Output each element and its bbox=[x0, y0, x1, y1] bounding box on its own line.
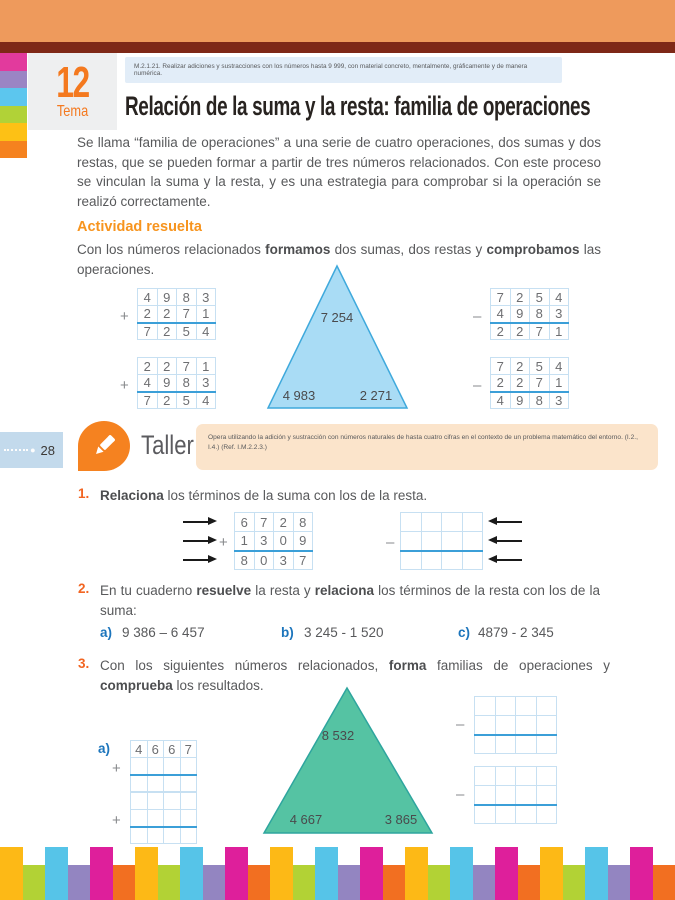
plus-sign: + bbox=[112, 760, 121, 777]
strip-bar bbox=[293, 865, 316, 900]
fact-family-triangle-green bbox=[262, 686, 434, 835]
text-segment: dos sumas, dos restas y bbox=[330, 242, 487, 257]
grid-cell bbox=[180, 810, 197, 827]
grid-cell bbox=[495, 735, 516, 754]
arrow-left-icon bbox=[496, 540, 522, 542]
tema-badge bbox=[28, 53, 117, 130]
grid-cell bbox=[475, 786, 496, 805]
grid-cell: 3 bbox=[196, 375, 216, 392]
maroon-divider bbox=[0, 42, 675, 53]
grid-cell: 8 bbox=[530, 306, 550, 323]
grid-cell: 7 bbox=[138, 392, 158, 409]
grid-cell: 1 bbox=[196, 358, 216, 375]
triangle-addend-right: 2 271 bbox=[359, 388, 393, 403]
page-number-tab bbox=[0, 432, 63, 468]
grid-cell: 9 bbox=[157, 375, 177, 392]
grid-cell bbox=[462, 551, 483, 570]
minus-sign: – bbox=[456, 786, 465, 803]
tema-number: 12 bbox=[56, 57, 89, 107]
strip-bar bbox=[585, 847, 608, 900]
grid-cell bbox=[495, 786, 516, 805]
grid-cell bbox=[421, 513, 442, 532]
strip-bar bbox=[338, 865, 361, 900]
grid-cell: 4 bbox=[131, 741, 148, 758]
grid-cell bbox=[147, 810, 164, 827]
strip-bar bbox=[158, 865, 181, 900]
grid-cell: 1 bbox=[549, 323, 569, 340]
grid-cell: 5 bbox=[530, 358, 550, 375]
grid-cell bbox=[180, 775, 197, 792]
grid-cell bbox=[131, 827, 148, 844]
exercise-number: 2. bbox=[78, 581, 90, 596]
grid-cell bbox=[401, 532, 422, 551]
grid-cell bbox=[516, 716, 537, 735]
exercise3-sub-grid-1 bbox=[474, 696, 557, 754]
grid-cell bbox=[516, 697, 537, 716]
grid-cell bbox=[536, 786, 557, 805]
grid-cell: 2 bbox=[510, 323, 530, 340]
grid-cell: 4 bbox=[196, 323, 216, 340]
activity-heading: Actividad resuelta bbox=[77, 219, 202, 235]
item-letter: a) bbox=[100, 625, 113, 640]
strip-bar bbox=[135, 847, 158, 900]
grid-cell bbox=[442, 532, 463, 551]
text-segment: familias de operaciones y bbox=[426, 658, 610, 673]
text-segment: los resultados. bbox=[172, 677, 264, 693]
item-letter: c) bbox=[458, 625, 471, 640]
plus-sign: + bbox=[120, 308, 129, 325]
triangle-addend-left: 4 667 bbox=[289, 812, 323, 827]
arrow-left-icon bbox=[496, 521, 522, 523]
grid-cell: 7 bbox=[254, 513, 274, 532]
corner-square bbox=[0, 106, 27, 124]
grid-cell: 7 bbox=[177, 306, 197, 323]
grid-cell: 2 bbox=[491, 323, 511, 340]
grid-cell: 2 bbox=[157, 392, 177, 409]
grid-cell bbox=[131, 758, 148, 775]
grid-cell: 7 bbox=[180, 741, 197, 758]
grid-cell: 1 bbox=[235, 532, 255, 551]
item-expression: 4879 - 2 345 bbox=[478, 625, 554, 640]
strip-bar bbox=[203, 865, 226, 900]
text-segment-bold: Relaciona bbox=[100, 488, 164, 503]
strip-bar bbox=[113, 865, 136, 900]
strip-bar bbox=[180, 847, 203, 900]
text-segment: En tu cuaderno bbox=[100, 583, 197, 598]
grid-cell bbox=[421, 532, 442, 551]
grid-cell bbox=[516, 786, 537, 805]
item-expression: 9 386 – 6 457 bbox=[122, 625, 205, 640]
grid-cell: 6 bbox=[235, 513, 255, 532]
grid-cell: 7 bbox=[177, 358, 197, 375]
corner-square bbox=[0, 123, 27, 141]
grid-cell: 4 bbox=[196, 392, 216, 409]
arrow-right-icon bbox=[183, 540, 209, 542]
minus-sign: – bbox=[473, 377, 482, 394]
strip-bar bbox=[608, 865, 631, 900]
grid-cell: 2 bbox=[138, 306, 158, 323]
triangle-addend-left: 4 983 bbox=[282, 388, 316, 403]
text-segment-bold: comprueba bbox=[100, 677, 173, 693]
grid-cell: 5 bbox=[177, 392, 197, 409]
grid-cell bbox=[147, 758, 164, 775]
grid-cell bbox=[131, 775, 148, 792]
grid-cell: 7 bbox=[293, 551, 313, 570]
exercise-1 bbox=[78, 486, 606, 506]
grid-cell: 3 bbox=[549, 306, 569, 323]
taller-objective: Opera utilizando la adición y sustracción con números naturales de hasta cuatro cifras en el contexto de un problema matemático del entorno. (I.2., I.4.) (Ref. I.M.2.2.3.) bbox=[196, 424, 658, 470]
subtraction-grid-2 bbox=[490, 357, 569, 409]
grid-cell bbox=[421, 551, 442, 570]
intro-paragraph: Se llama “familia de operaciones” a una serie de cuatro operaciones, dos sumas y dos restas, que se pueden formar a partir de tres números relacionados. Con este proceso se vinculan la suma y la resta, y es una estrategia para comprobar si la operación se realizó correctamente. bbox=[77, 135, 601, 209]
grid-cell: 7 bbox=[491, 289, 511, 306]
grid-cell: 2 bbox=[510, 375, 530, 392]
grid-cell bbox=[536, 716, 557, 735]
item-letter: a) bbox=[98, 741, 111, 756]
text-segment-bold: resuelve bbox=[196, 583, 252, 598]
plus-sign: + bbox=[112, 812, 121, 829]
grid-cell bbox=[462, 513, 483, 532]
grid-cell: 2 bbox=[510, 289, 530, 306]
grid-cell: 6 bbox=[164, 741, 181, 758]
strip-bar bbox=[653, 865, 675, 900]
top-orange-band bbox=[0, 0, 675, 42]
text-segment: la resta y bbox=[251, 583, 315, 598]
grid-cell: 5 bbox=[530, 289, 550, 306]
exercise3-add-grid-1 bbox=[130, 740, 197, 792]
grid-cell: 2 bbox=[157, 323, 177, 340]
grid-cell bbox=[180, 827, 197, 844]
grid-cell: 7 bbox=[530, 375, 550, 392]
grid-cell bbox=[475, 805, 496, 824]
triangle-total: 7 254 bbox=[320, 310, 354, 325]
grid-cell: 4 bbox=[138, 375, 158, 392]
grid-cell: 8 bbox=[177, 375, 197, 392]
grid-cell: 0 bbox=[274, 532, 294, 551]
grid-cell bbox=[147, 775, 164, 792]
minus-sign: – bbox=[456, 716, 465, 733]
grid-cell: 9 bbox=[157, 289, 177, 306]
grid-cell: 7 bbox=[491, 358, 511, 375]
grid-cell bbox=[495, 716, 516, 735]
grid-cell bbox=[442, 551, 463, 570]
grid-cell: 0 bbox=[254, 551, 274, 570]
strip-bar bbox=[0, 847, 23, 900]
grid-cell: 2 bbox=[510, 358, 530, 375]
grid-cell bbox=[131, 810, 148, 827]
grid-cell bbox=[516, 767, 537, 786]
corner-square bbox=[0, 141, 27, 159]
exercise3-add-grid-2 bbox=[130, 792, 197, 844]
grid-cell bbox=[401, 551, 422, 570]
grid-cell bbox=[462, 532, 483, 551]
exercise-2 bbox=[78, 581, 606, 620]
taller-label: Taller bbox=[141, 430, 194, 460]
grid-cell: 8 bbox=[235, 551, 255, 570]
grid-cell bbox=[442, 513, 463, 532]
grid-cell: 8 bbox=[293, 513, 313, 532]
item-letter: b) bbox=[281, 625, 294, 640]
grid-cell bbox=[180, 758, 197, 775]
strip-bar bbox=[68, 865, 91, 900]
grid-cell bbox=[495, 697, 516, 716]
minus-sign: – bbox=[473, 308, 482, 325]
grid-cell: 4 bbox=[549, 289, 569, 306]
strip-bar bbox=[23, 865, 46, 900]
grid-cell bbox=[536, 735, 557, 754]
grid-cell bbox=[131, 793, 148, 810]
strip-bar bbox=[383, 865, 406, 900]
grid-cell bbox=[180, 793, 197, 810]
grid-cell: 6 bbox=[147, 741, 164, 758]
grid-cell bbox=[147, 827, 164, 844]
exercise-number: 3. bbox=[78, 656, 90, 671]
arrow-right-icon bbox=[183, 521, 209, 523]
grid-cell: 1 bbox=[549, 375, 569, 392]
grid-cell: 8 bbox=[530, 392, 550, 409]
grid-cell bbox=[401, 513, 422, 532]
curriculum-standard: M.2.1.21. Realizar adiciones y sustracciones con los números hasta 9 999, con material concreto, mentalmente, gráficamente y de manera numérica. bbox=[125, 57, 562, 83]
strip-bar bbox=[473, 865, 496, 900]
grid-cell: 4 bbox=[491, 306, 511, 323]
strip-bar bbox=[495, 847, 518, 900]
grid-cell bbox=[536, 805, 557, 824]
strip-bar bbox=[450, 847, 473, 900]
grid-cell: 9 bbox=[510, 306, 530, 323]
grid-cell: 5 bbox=[177, 323, 197, 340]
grid-cell: 1 bbox=[196, 306, 216, 323]
exercise3-sub-grid-2 bbox=[474, 766, 557, 824]
arrow-left-icon bbox=[496, 559, 522, 561]
grid-cell bbox=[147, 793, 164, 810]
minus-sign: – bbox=[386, 534, 395, 551]
tema-label: Tema bbox=[56, 102, 89, 120]
grid-cell: 3 bbox=[196, 289, 216, 306]
exercise-text bbox=[100, 581, 600, 620]
grid-cell bbox=[495, 805, 516, 824]
grid-cell: 4 bbox=[138, 289, 158, 306]
strip-bar bbox=[270, 847, 293, 900]
strip-bar bbox=[45, 847, 68, 900]
dot-icon: ● bbox=[30, 445, 36, 455]
item-expression: 3 245 - 1 520 bbox=[304, 625, 384, 640]
grid-cell bbox=[516, 805, 537, 824]
strip-bar bbox=[428, 865, 451, 900]
corner-square bbox=[0, 71, 27, 89]
grid-cell bbox=[475, 697, 496, 716]
corner-square bbox=[0, 88, 27, 106]
strip-bar bbox=[248, 865, 271, 900]
page-title: Relación de la suma y la resta: familia de operaciones bbox=[125, 91, 591, 121]
grid-cell bbox=[164, 810, 181, 827]
strip-bar bbox=[90, 847, 113, 900]
exercise-text bbox=[100, 486, 606, 506]
fact-family-triangle-blue bbox=[266, 264, 409, 410]
text-segment: Con los siguientes números relacionados, bbox=[100, 658, 389, 673]
grid-cell bbox=[164, 793, 181, 810]
grid-cell: 7 bbox=[138, 323, 158, 340]
grid-cell bbox=[536, 697, 557, 716]
grid-cell: 2 bbox=[274, 513, 294, 532]
text-segment: los términos de la resta con los de la suma: bbox=[100, 583, 600, 618]
addition-grid-2 bbox=[137, 357, 216, 409]
plus-sign: + bbox=[219, 534, 228, 551]
grid-cell: 2 bbox=[157, 306, 177, 323]
pencil-icon bbox=[78, 421, 130, 471]
grid-cell: 9 bbox=[510, 392, 530, 409]
triangle-total: 8 532 bbox=[321, 728, 355, 743]
plus-sign: + bbox=[120, 377, 129, 394]
corner-squares bbox=[0, 53, 27, 158]
strip-bar bbox=[563, 865, 586, 900]
grid-cell: 2 bbox=[157, 358, 177, 375]
text-segment: Con los números relacionados bbox=[77, 242, 266, 257]
grid-cell: 8 bbox=[177, 289, 197, 306]
exercise-number: 1. bbox=[78, 486, 90, 501]
grid-cell: 9 bbox=[293, 532, 313, 551]
strip-bar bbox=[405, 847, 428, 900]
strip-bar bbox=[315, 847, 338, 900]
text-segment: los términos de la suma con los de la resta. bbox=[163, 488, 428, 503]
dotted-leader bbox=[4, 449, 28, 451]
text-segment-bold: comprobamos bbox=[486, 242, 580, 257]
strip-bar bbox=[225, 847, 248, 900]
corner-square bbox=[0, 53, 27, 71]
grid-cell: 2 bbox=[138, 358, 158, 375]
grid-cell: 4 bbox=[491, 392, 511, 409]
grid-cell: 7 bbox=[530, 323, 550, 340]
bottom-strip bbox=[0, 847, 675, 900]
grid-cell: 2 bbox=[491, 375, 511, 392]
strip-bar bbox=[630, 847, 653, 900]
grid-cell: 3 bbox=[254, 532, 274, 551]
strip-bar bbox=[540, 847, 563, 900]
grid-cell bbox=[164, 758, 181, 775]
grid-cell: 3 bbox=[549, 392, 569, 409]
grid-cell bbox=[475, 735, 496, 754]
strip-bar bbox=[518, 865, 541, 900]
grid-cell bbox=[516, 735, 537, 754]
triangle-shape bbox=[268, 266, 407, 408]
grid-cell bbox=[475, 767, 496, 786]
arrow-right-icon bbox=[183, 559, 209, 561]
grid-cell: 4 bbox=[549, 358, 569, 375]
grid-cell bbox=[536, 767, 557, 786]
subtraction-grid-1 bbox=[490, 288, 569, 340]
exercise1-empty-grid bbox=[400, 512, 483, 570]
page-number: 28 bbox=[40, 442, 55, 458]
strip-bar bbox=[360, 847, 383, 900]
addition-grid-1 bbox=[137, 288, 216, 340]
triangle-addend-right: 3 865 bbox=[384, 812, 418, 827]
text-segment-bold: relaciona bbox=[314, 583, 375, 598]
grid-cell: 3 bbox=[274, 551, 294, 570]
text-segment-bold: forma bbox=[388, 658, 427, 673]
exercise1-sum-grid bbox=[234, 512, 313, 570]
grid-cell bbox=[495, 767, 516, 786]
text-segment-bold: formamos bbox=[265, 242, 331, 257]
text-segment: las operaciones. bbox=[77, 242, 601, 277]
grid-cell bbox=[164, 827, 181, 844]
grid-cell bbox=[475, 716, 496, 735]
grid-cell bbox=[164, 775, 181, 792]
